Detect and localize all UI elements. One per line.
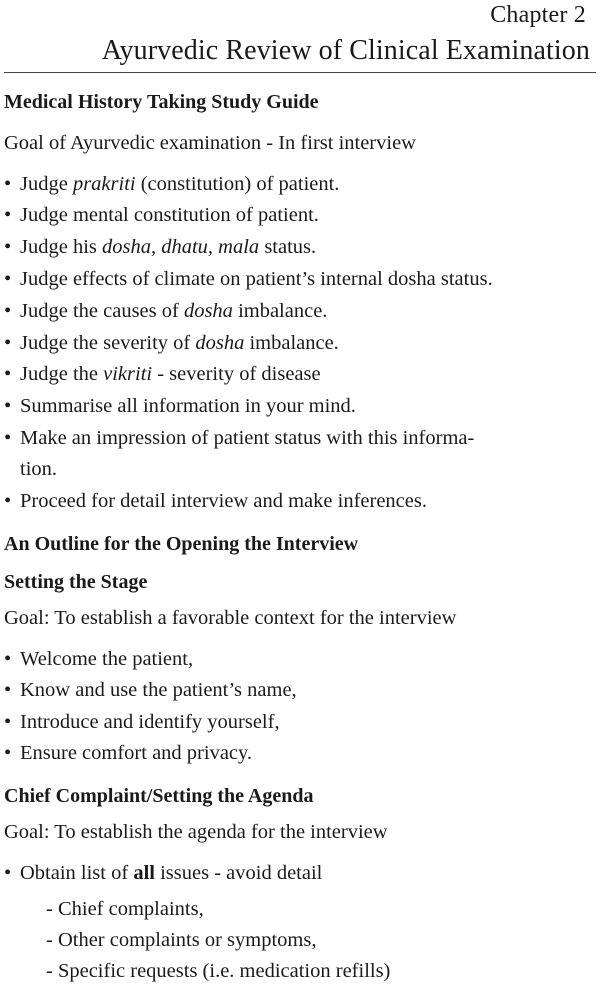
list-item: • Judge the causes of dosha imbalance. [4,300,328,322]
chapter-number: Chapter 2 [490,2,586,28]
section-heading-history: Medical History Taking Study Guide [4,91,319,113]
subheading-setting-stage: Setting the Stage [4,571,148,593]
list-item: • Judge the severity of dosha imbalance. [4,332,339,354]
goal-text: Goal of Ayurvedic examination - In first interview [4,132,416,154]
bullet-icon: • [4,300,12,322]
bullet-icon: • [4,711,12,733]
sub-list-item: - Other complaints or symptoms, [46,929,317,951]
bullet-icon: • [4,236,12,258]
list-item: • Judge his dosha, dhatu, mala status. [4,236,317,258]
list-item: • Proceed for detail interview and make inferences. [4,490,427,512]
bullet-icon: • [4,742,12,764]
bullet-icon: • [4,268,12,290]
goal-text: Goal: To establish the agenda for the interview [4,821,388,843]
section-heading-chief-complaint: Chief Complaint/Setting the Agenda [4,785,314,807]
list-item: • Judge mental constitution of patient. [4,204,319,226]
bullet-icon: • [4,490,12,512]
list-item: • Introduce and identify yourself, [4,711,280,733]
bullet-icon: • [4,204,12,226]
header-rule [4,72,596,73]
goal-text: Goal: To establish a favorable context for the interview [4,607,457,629]
bullet-icon: • [4,363,12,385]
sub-list-item: - Chief complaints, [46,898,204,920]
sub-list-item: - Specific requests (i.e. medication refills) [46,960,391,982]
list-item: • Summarise all information in your mind. [4,395,356,417]
bullet-icon: • [4,679,12,701]
bullet-icon: • [4,173,12,195]
section-heading-opening: An Outline for the Opening the Interview [4,533,359,555]
bullet-icon: • [4,395,12,417]
list-item: • Judge the vikriti - severity of disease [4,363,321,385]
bullet-icon: • [4,648,12,670]
chapter-title: Ayurvedic Review of Clinical Examination [101,35,590,66]
list-item: • Make an impression of patient status with this informa- [4,427,475,449]
list-item: • Judge effects of climate on patient’s internal dosha status. [4,268,493,290]
list-item-continuation: tion. [20,458,58,480]
list-item: • Ensure comfort and privacy. [4,742,253,764]
list-item: • Know and use the patient’s name, [4,679,297,701]
bullet-icon: • [4,427,12,449]
list-item: • Judge prakriti (constitution) of patient. [4,173,340,195]
list-item: • Obtain list of all issues - avoid detail [4,862,323,884]
bullet-icon: • [4,332,12,354]
bullet-icon: • [4,862,12,884]
list-item: • Welcome the patient, [4,648,194,670]
